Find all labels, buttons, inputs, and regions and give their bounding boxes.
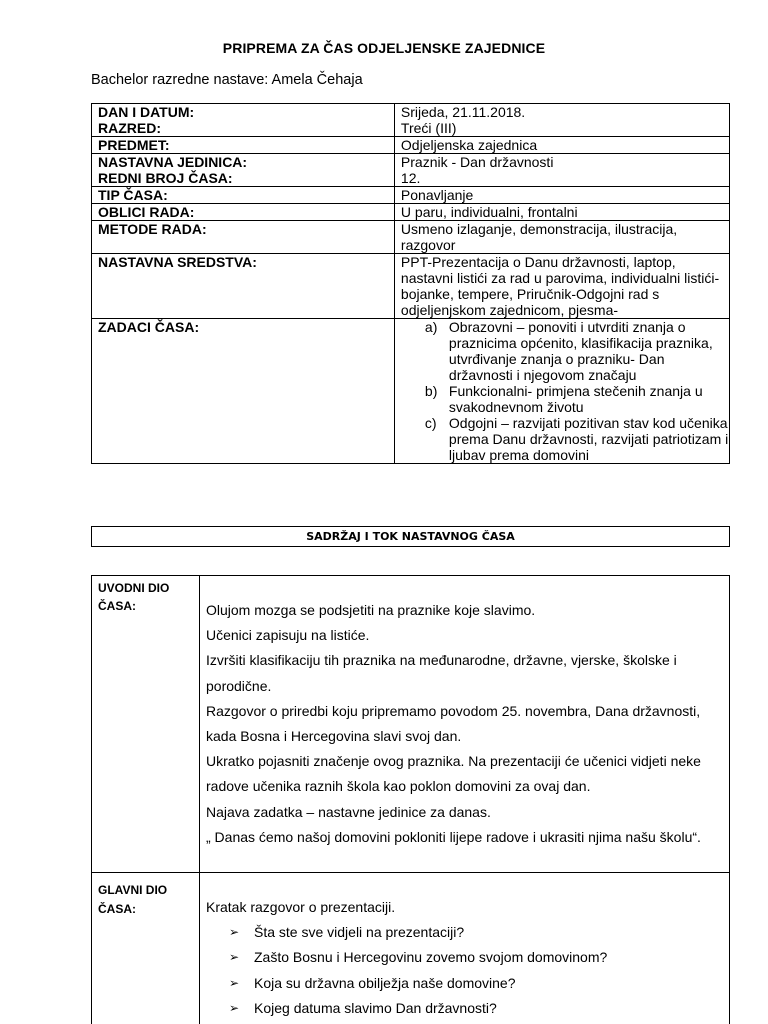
main-part-label — [98, 881, 167, 919]
intro-paragraph: Olujom mozga se podsjetiti na praznike koje slavimo. — [206, 602, 536, 618]
methods-value: Usmeno izlaganje, demonstracija, ilustracija, razgovor — [394, 221, 729, 254]
intro-paragraph: „ Danas ćemo našoj domovini pokloniti lijepe radove i ukrasiti njima našu školu“. — [206, 828, 701, 845]
list-item — [401, 415, 729, 463]
intro-label-line — [98, 597, 169, 616]
table-row — [92, 254, 730, 319]
list-item — [401, 319, 729, 383]
info-value-cell — [394, 154, 729, 187]
grade-label: RAZRED: — [98, 120, 161, 136]
tools-value: PPT-Prezentacija o Danu državnosti, laptop, nastavni listići za rad u parovima, individualni listići-bojanke, tempere, Priručnik-Odgojni rad s odjeljenjskom zajednicom, pjesma- — [394, 254, 729, 319]
question-list — [206, 920, 721, 1021]
question-text: Kojeg datuma slavimo Dan državnosti? — [254, 999, 497, 1016]
info-value-cell — [394, 104, 729, 137]
main-part-content — [206, 895, 721, 1021]
subject-label: PREDMET: — [92, 137, 395, 154]
forms-value: U paru, individualni, frontalni — [394, 204, 729, 221]
main-lead: Kratak razgovor o prezentaciji. — [206, 899, 396, 915]
arrow-bullet-icon: ➢ — [229, 1000, 240, 1015]
intro-content — [206, 598, 721, 850]
question-text: Zašto Bosnu i Hercegovinu zovemo svojom domovinom? — [254, 949, 608, 966]
question-text: Šta ste sve vidjeli na prezentaciji? — [254, 924, 465, 941]
list-item — [229, 920, 721, 945]
unit-value: Praznik - Dan državnosti — [400, 154, 554, 170]
lesson-number-label: REDNI BROJ ČASA: — [98, 170, 233, 186]
document-title: PRIPREMA ZA ČAS ODJELJENSKE ZAJEDNICE — [222, 40, 546, 56]
list-item — [401, 383, 729, 415]
section-heading: SADRŽAJ I TOK NASTAVNOG ČASA — [91, 526, 730, 547]
intro-label-text: ČASA: — [98, 599, 136, 613]
goal-marker: c) — [424, 415, 437, 431]
info-label-cell — [92, 154, 395, 187]
goal-marker: a) — [424, 319, 438, 335]
day-date-value: Srijeda, 21.11.2018. — [400, 104, 526, 120]
table-row — [92, 204, 730, 221]
unit-label: NASTAVNA JEDINICA: — [98, 154, 248, 170]
table-row — [92, 187, 730, 204]
main-label-line: ČASA: — [98, 902, 136, 916]
goals-list — [401, 319, 729, 463]
column-divider — [199, 576, 200, 1024]
type-value: Ponavljanje — [394, 187, 729, 204]
goals-cell — [394, 319, 729, 464]
methods-label: METODE RADA: — [92, 221, 395, 254]
goals-label: ZADACI ČASA: — [92, 319, 395, 464]
list-item — [229, 971, 721, 996]
goal-marker: b) — [424, 383, 438, 399]
intro-label-line: UVODNI DIO — [98, 581, 170, 595]
arrow-bullet-icon: ➢ — [229, 975, 240, 990]
intro-paragraph: Najava zadatka – nastavne jedinice za danas. — [206, 803, 491, 820]
goal-text: Obrazovni – ponoviti i utvrditi znanja o praznicima općenito, klasifikacija praznika, utvrđivanje znanja o prazniku- Dan državnosti i njegovom značaju — [448, 319, 713, 383]
forms-label: OBLICI RADA: — [92, 204, 395, 221]
author-line: Bachelor razredne nastave: Amela Čehaja — [91, 72, 363, 88]
main-label-line: GLAVNI DIO — [98, 883, 168, 897]
table-row — [92, 154, 730, 187]
intro-paragraph: Ukratko pojasniti značenje ovog praznika. Na prezentaciji će učenici vidjeti neke radove učenika raznih škola kao poklon domovini za ovaj dan. — [206, 753, 701, 795]
lesson-number-value: 12. — [400, 170, 421, 186]
day-date-label: DAN I DATUM: — [98, 104, 195, 120]
intro-paragraph: Razgovor o priredbi koju pripremamo povodom 25. novembra, Dana državnosti, kada Bosna i Hercegovina slavi svoj dan. — [206, 702, 701, 745]
table-row — [92, 319, 730, 464]
goal-text: Odgojni – razvijati pozitivan stav kod učenika prema Danu državnosti, razvijati patriotizam i ljubav prema domovini — [448, 415, 729, 463]
intro-paragraph: Učenici zapisuju na listiće. — [206, 627, 370, 644]
arrow-bullet-icon: ➢ — [229, 925, 240, 940]
lesson-info-table — [91, 103, 730, 464]
goal-text: Funkcionalni- primjena stečenih znanja u svakodnevnom životu — [448, 383, 703, 415]
lesson-flow-table — [91, 575, 730, 1024]
intro-label — [98, 579, 169, 616]
arrow-bullet-icon: ➢ — [229, 950, 240, 965]
info-label-cell — [92, 104, 395, 137]
grade-value: Treći (III) — [400, 120, 457, 136]
table-row — [92, 137, 730, 154]
tools-label: NASTAVNA SREDSTVA: — [92, 254, 395, 319]
subject-value: Odjeljenska zajednica — [394, 137, 729, 154]
list-item — [229, 996, 721, 1021]
type-label: TIP ČASA: — [92, 187, 395, 204]
row-divider — [92, 872, 729, 873]
question-text: Koja su državna obilježja naše domovine? — [254, 974, 516, 991]
intro-paragraph: Izvršiti klasifikaciju tih praznika na međunarodne, državne, vjerske, školske i porodične. — [206, 652, 677, 694]
table-row — [92, 104, 730, 137]
table-row — [92, 221, 730, 254]
list-item — [229, 945, 721, 970]
